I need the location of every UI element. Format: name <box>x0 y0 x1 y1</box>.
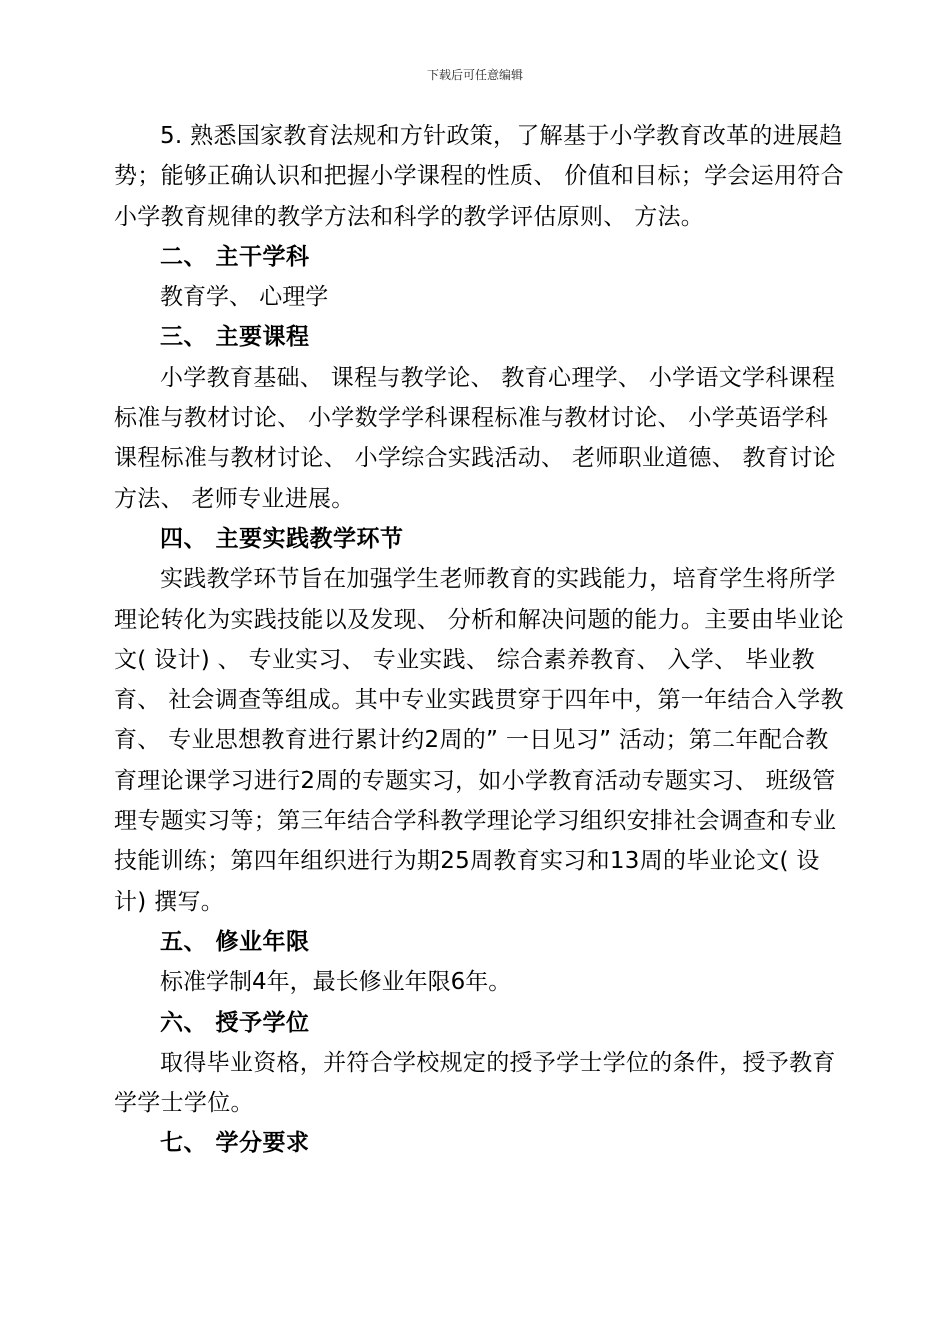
paragraph-objective-5: 5. 熟悉国家教育法规和方针政策，了解基于小学教育改革的进展趋势；能够正确认识和把握小学课程的性质、 价值和目标；学会运用符合小学教育规律的教学方法和科学的教学评估原则、 方法。 <box>114 123 844 230</box>
paragraph-practice: 实践教学环节旨在加强学生老师教育的实践能力，培育学生将所学理论转化为实践技能以及发现、 分析和解决问题的能力。主要由毕业论文( 设计) 、 专业实习、 专业实践、 综合素养教育、 入学、 毕业教育、 社会调查等组成。其中专业实践贯穿于四年中，第一年结合入学教育、 专业思想教育进行累计约2周的” 一日见习” 活动；第二年配合教育理论课学习进行2周的专题实习，如小学教育活动专题实习、 班级管理专题实习等；第三年结合学科教学理论学习组织安排社会调查和专业技能训练；第四年组织进行为期25周教育实习和13周的毕业论文( 设计) 撰写。 <box>114 566 844 915</box>
text-study-period: 标准学制4年，最长修业年限6年。 <box>160 969 512 996</box>
paragraph-degree: 取得毕业资格，并符合学校规定的授予学士学位的条件，授予教育学学士学位。 <box>114 1049 836 1117</box>
header-note: 下载后可任意编辑 <box>426 68 523 82</box>
heading-main-courses: 三、 主要课程 <box>160 324 310 351</box>
heading-study-period: 五、 修业年限 <box>160 928 310 955</box>
text-main-disciplines: 教育学、 心理学 <box>160 284 329 311</box>
paragraph-main-courses: 小学教育基础、 课程与教学论、 教育心理学、 小学语文学科课程标准与教材讨论、 小学数学学科课程标准与教材讨论、 小学英语学科课程标准与教材讨论、 小学综合实践活动、 老师职业道德、 教育讨论方法、 老师专业进展。 <box>114 364 836 512</box>
heading-main-disciplines: 二、 主干学科 <box>160 243 310 270</box>
heading-credits: 七、 学分要求 <box>160 1130 310 1157</box>
document-body <box>114 116 844 1164</box>
heading-degree: 六、 授予学位 <box>160 1009 310 1036</box>
heading-practice: 四、 主要实践教学环节 <box>160 525 404 552</box>
